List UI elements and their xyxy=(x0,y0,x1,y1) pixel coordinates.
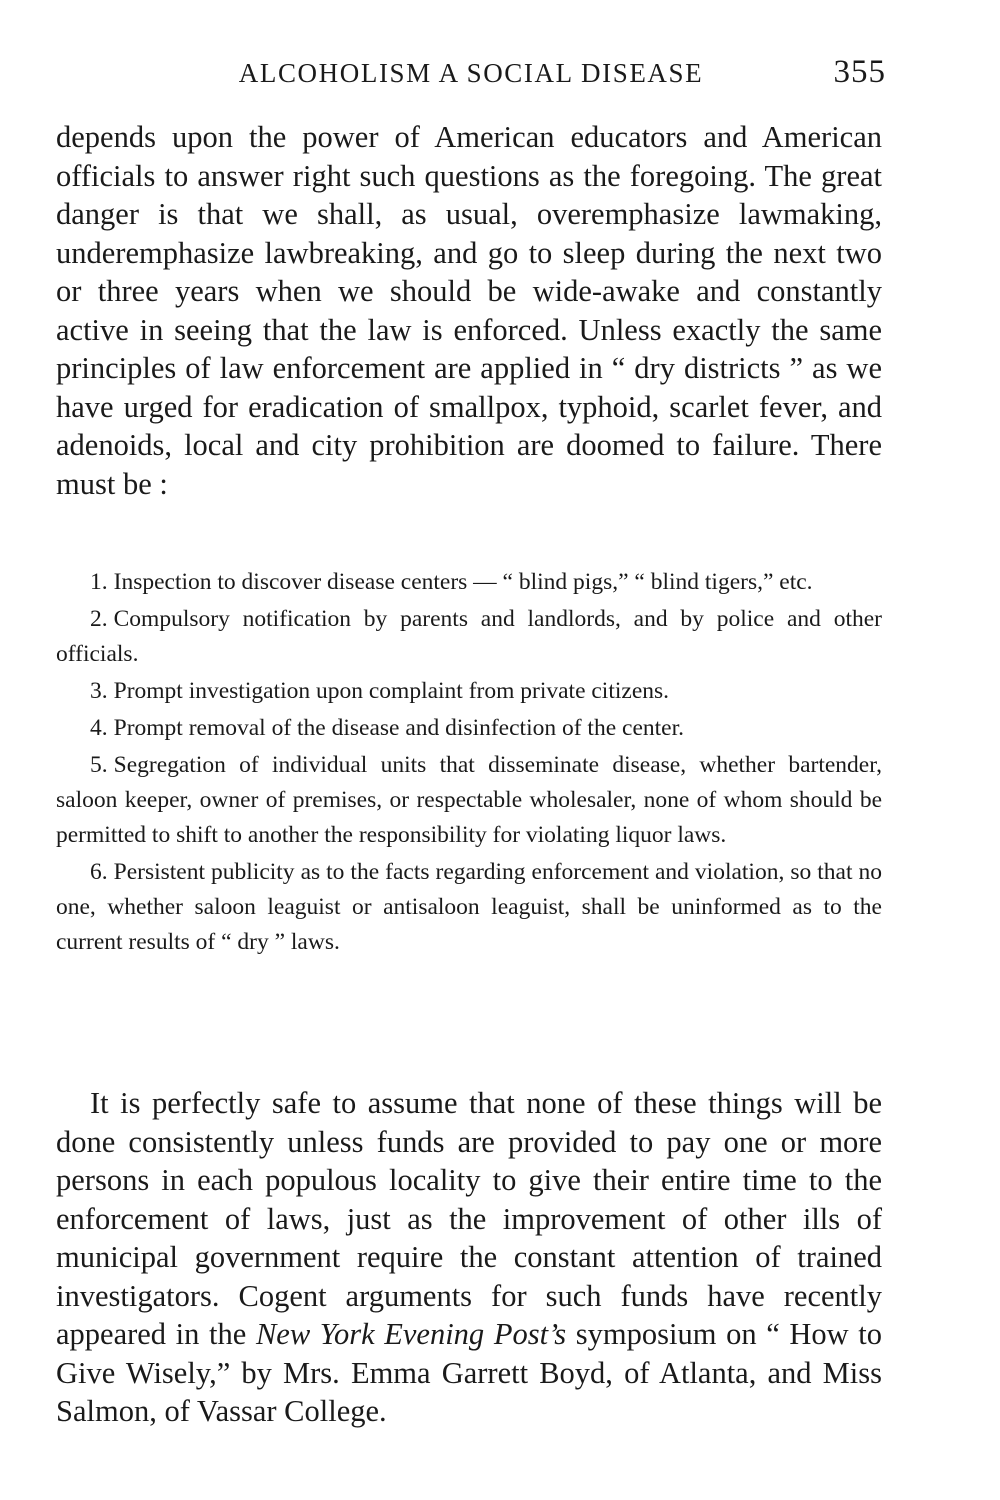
paragraph-2-text-start: It is perfectly safe to assume that none of these things will be done consistently unless funds are provided to pay one or more persons in each populous locality to give their entire time to the enforcement of laws, just as the improvement of other ills of municipal government require the constant attention of trained investigators. Cogent arguments for such funds have recently appeared in the xyxy=(56,1086,882,1351)
list-item xyxy=(56,855,882,960)
list-item-text: Persistent publicity as to the facts regarding enforcement and violation, so that no one, whether saloon leaguist or antisaloon leaguist, shall be uninformed as to the current results of “ dry ” laws. xyxy=(56,859,882,955)
list-item xyxy=(56,748,882,853)
list-item xyxy=(56,674,882,709)
list-item-text: Segregation of individual units that disseminate disease, whether bartender, saloon keeper, owner of premises, or respectable wholesaler, none of whom should be permitted to shift to another the responsibility for violating liquor laws. xyxy=(56,752,882,848)
list-item-text: Prompt investigation upon complaint from private citizens. xyxy=(113,678,670,704)
list-item xyxy=(56,711,882,746)
list-item-text: Inspection to discover disease centers — “ blind pigs,” “ blind tigers,” etc. xyxy=(113,569,813,595)
list-item-number: 5. xyxy=(90,752,108,778)
list-item-number: 4. xyxy=(90,715,108,741)
paragraph-2-text-end: symposium on “ How to Give Wisely,” by Mrs. Emma Garrett Boyd, of Atlanta, and Miss Salmon, of Vassar College. xyxy=(56,1317,883,1428)
list-item xyxy=(56,565,882,600)
list-item-text: Prompt removal of the disease and disinfection of the center. xyxy=(113,715,684,741)
body-paragraph-1: depends upon the power of American educators and American officials to answer right such questions as the foregoing. The great danger is that we shall, as usual, overemphasize lawmaking, underemphasize lawbreaking, and go to sleep during the next two or three years when we should be wide-awake and constantly active in seeing that the law is enforced. Unless exactly the same principles of law enforcement are applied in “ dry districts ” as we have urged for eradication of smallpox, typhoid, scarlet fever, and adenoids, local and city prohibition are doomed to failure. There must be : xyxy=(56,120,882,501)
list-item-number: 2. xyxy=(90,606,108,632)
list-item-number: 3. xyxy=(90,678,108,704)
list-item-number: 1. xyxy=(90,569,108,595)
running-head xyxy=(56,54,886,100)
running-title: ALCOHOLISM A SOCIAL DISEASE xyxy=(238,58,704,88)
publication-title: New York Evening Post’s xyxy=(255,1317,567,1351)
body-paragraph-2 xyxy=(56,1084,882,1431)
enforcement-measures-list xyxy=(56,565,882,962)
list-item xyxy=(56,602,882,672)
list-item-text: Compulsory notification by parents and landlords, and by police and other officials. xyxy=(56,606,882,667)
list-item-number: 6. xyxy=(90,859,108,885)
page-number: 355 xyxy=(833,54,886,90)
